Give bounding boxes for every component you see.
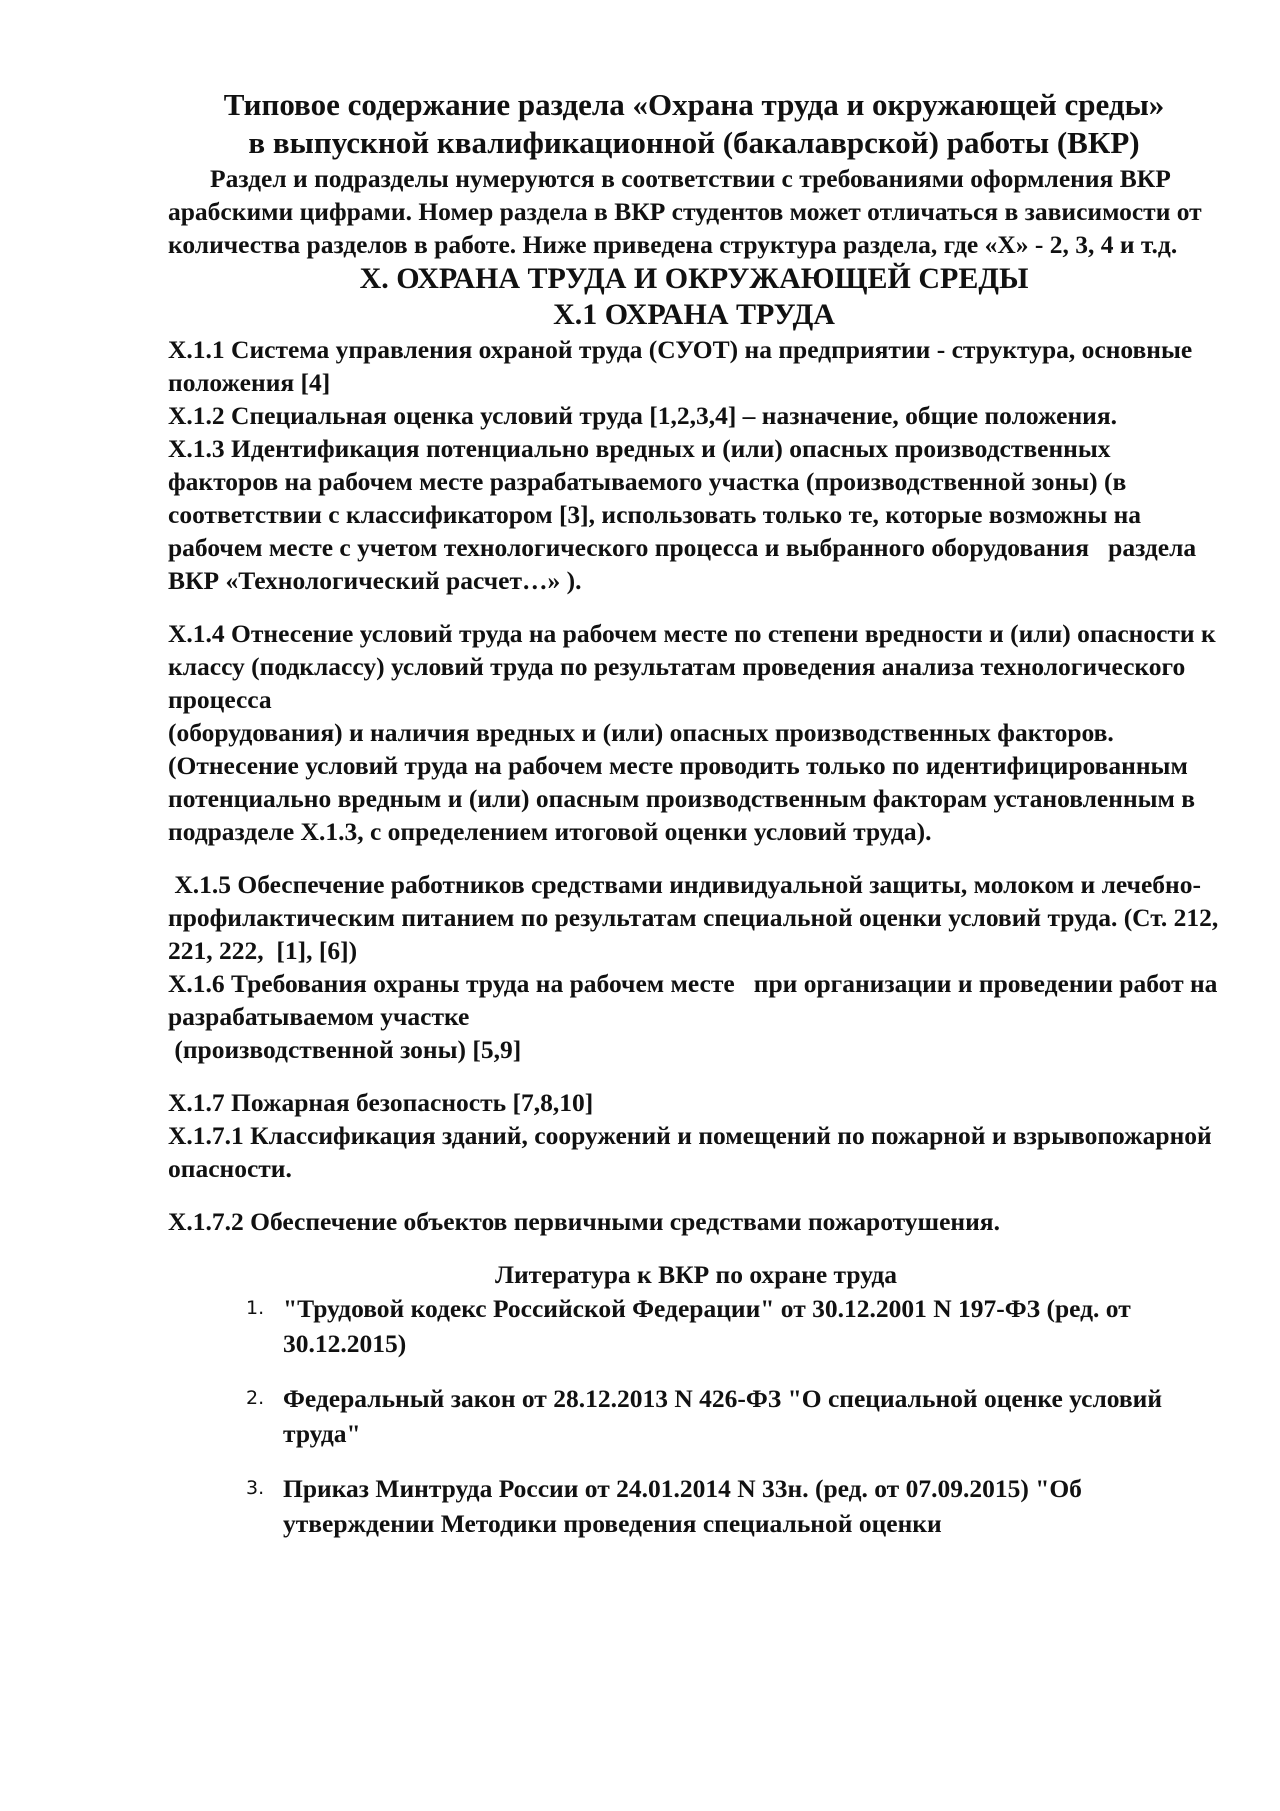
spacer: [168, 1185, 1220, 1205]
section-x-1-7: Х.1.7 Пожарная безопасность [7,8,10]: [168, 1088, 594, 1117]
literature-item-number: 3.: [246, 1477, 265, 1499]
chapter-heading: Х. ОХРАНА ТРУДА И ОКРУЖАЮЩЕЙ СРЕДЫ: [359, 262, 1029, 295]
spacer: [168, 1066, 1220, 1086]
literature-item-text: Приказ Минтруда России от 24.01.2014 N 33н. (ред. от 07.09.2015) "Об утверждении Методики проведения специальной оценки: [283, 1474, 1082, 1538]
literature-item: [168, 1471, 1220, 1541]
section-x-1-5: Х.1.5 Обеспечение работников средствами индивидуальной защиты, молоком и лечебно-профилактическим питанием по результатам специальной оценки условий труда. (Ст. 212, 221, 222, [1], [6]): [168, 870, 1231, 965]
intro-paragraph: [168, 162, 1220, 261]
section-x-1-7-2: Х.1.7.2 Обеспечение объектов первичными средствами пожаротушения.: [168, 1207, 1000, 1236]
intro-text: Раздел и подразделы нумеруются в соответствии с требованиями оформления ВКР арабскими цифрами. Номер раздела в ВКР студентов может отличаться в зависимости от количества разделов в работе. Ниже приведена структура раздела, где «Х» - 2, 3, 4 и т.д.: [168, 164, 1202, 259]
section-x-1-1: Х.1.1 Система управления охраной труда (СУОТ) на предприятии - структура, основные положения [4]: [168, 335, 1199, 397]
section-x-1-2: Х.1.2 Специальная оценка условий труда [1,2,3,4] – назначение, общие положения.: [168, 401, 1118, 430]
literature-title: Литература к ВКР по охране труда: [494, 1260, 898, 1289]
literature-list: [168, 1291, 1220, 1541]
literature-item-number: 2.: [246, 1387, 265, 1409]
section-x-1-3: Х.1.3 Идентификация потенциально вредных и (или) опасных производственных факторов на рабочем месте разрабатываемого участка (производственной зоны) (в соответствии с классификатором [3], использовать только те, которые возможны на рабочем месте с учетом технологического процесса и выбранного оборудования раздела ВКР «Технологический расчет…» ).: [168, 434, 1203, 595]
section-x-1-4: Х.1.4 Отнесение условий труда на рабочем месте по степени вредности и (или) опасности к классу (подклассу) условий труда по результатам проведения анализа технологического процесса (оборудования) и наличия вредных и (или) опасных производственных факторов. (Отнесение условий труда на рабочем месте проводить только по идентифицированным потенциально вредным и (или) опасным производственным факторам установленным в подразделе Х.1.3, с определением итоговой оценки условий труда).: [168, 619, 1216, 846]
section-x-1-6: Х.1.6 Требования охраны труда на рабочем месте при организации и проведении работ на разрабатываемом участке (производственной зоны) [5,9]: [168, 969, 1218, 1064]
document-page: [168, 86, 1231, 1561]
document-title-line-2: в выпускной квалификационной (бакалаврской) работы (ВКР): [248, 125, 1140, 160]
literature-item: [168, 1381, 1220, 1451]
section-x-1-7-1: Х.1.7.1 Классификация зданий, сооружений и помещений по пожарной и взрывопожарной опасности.: [168, 1121, 1219, 1183]
subchapter-heading: Х.1 ОХРАНА ТРУДА: [553, 298, 835, 331]
literature-item-number: 1.: [246, 1297, 265, 1319]
spacer: [168, 848, 1220, 868]
literature-item-text: "Трудовой кодекс Российской Федерации" от 30.12.2001 N 197-ФЗ (ред. от 30.12.2015): [283, 1294, 1131, 1358]
spacer: [168, 1238, 1220, 1258]
spacer: [168, 597, 1220, 617]
document-title-line-1: Типовое содержание раздела «Охрана труда и окружающей среды»: [223, 87, 1165, 122]
literature-item-text: Федеральный закон от 28.12.2013 N 426-ФЗ "О специальной оценке условий труда": [283, 1384, 1163, 1448]
literature-item: [168, 1291, 1220, 1361]
